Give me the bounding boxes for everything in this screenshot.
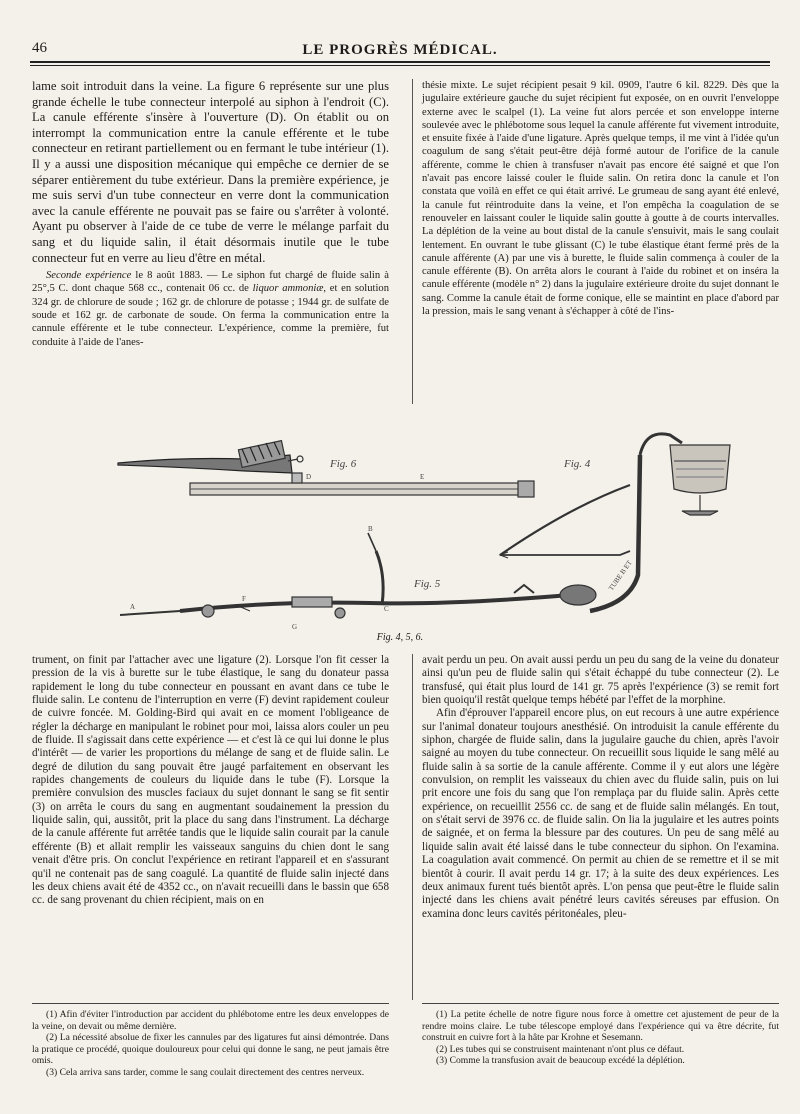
letter-a: A [130, 603, 136, 611]
header-rule-thin [30, 65, 770, 66]
page-number: 46 [32, 40, 47, 56]
apparatus-figure [30, 415, 770, 655]
top-right-paragraph: thésie mixte. Le sujet récipient pesait 9 kil. 0909, l'autre 6 kil. 8229. Dès que la jugulaire extérieure gauche du sujet récipient fut exposée, on en ouvrit l'enveloppe externe avec le scalpel (1). La veine fut alors percée et son enveloppe interne soulevée avec le phlébotome sous lequel la canule afférente fut vivement introduite, et ensuite fixée à l'aide d'une ligature. Après quelque temps, il me vint à l'idée qu'un coagulum de sang s'était peut-être déjà formé autour de l'orifice de la canule afférente, comme le chien à transfuser n'avait pas encore été saigné et que l'on n'avait pas encore laissé couler le fluide salin. On retira donc la canule et l'on constata que voilà en effet ce qui était arrivé. Le grumeau de sang ayant été enlevé, la canule fut réintroduite dans la veine, et l'on empêcha la coagulation de se renouveler en laissant couler le liquide salin goutte à goutte à de courts intervalles. La déplétion de la veine au bout distal de la canule s'ensuivit, mais le sang coulait lentement. En ouvrant le tube glissant (C) le tube élastique étant fermé près de la canule afférente (A) par une vis à burette, le fluide salin commença à couler de la canule efférente (B). On arrêta alors le courant à l'aide du robinet et on inséra la canule efférente (modèle n° 2) dans la jugulaire extérieure droite du sujet donnant le sang. Comme la canule était de forme conique, elle se maintint en place d'abord par la pression, mais le sang venant à s'échapper à côté de l'ins- [422, 80, 779, 318]
bottom-left-paragraph: trument, on finit par l'attacher avec une ligature (2). Lorsque l'on fit cesser la pression de la vis à burette sur le tube élastique, le sang du donateur passa rapidement le long du tube connecteur en poussant en avant dans ce tube le fluide salin. Le contenu de l'interruption en verre (F) devint rapidement couleur de cuivre foncée. M. Golding-Bird qui avait en ce moment l'obligeance de régler la décharge en manipulant le robinet pour moi, laissa alors couler un peu de fluide. Il s'agissait dans cette expérience — et c'est là ce qui lui donne le plus d'intérêt — de varier les proportions du mélange de sang et de fluide salin. Le degré de dilution du sang pouvait être jaugé parfaitement en observant les rapides changements de couleurs du liquide dans le tube (F). Lorsque la première convulsion des muscles faciaux du sujet donnant le sang se fit sentir (3) on arrêta le cours du sang en augmentant soudainement la pression du liquide salin, qui, aussitôt, prit la place du sang dans l'instrument. La décharge de la canule afférente fut arrêtée tandis que le liquide salin courait par la canule efférente (B) et allait remplir les vaisseaux sanguins du chien dont le sang venait d'être pris. On conclut l'expérience en retirant l'appareil et en s'assurant qu'il ne contenait pas de sang coagulé. La quantité de fluide salin injecté dans les deux chiens avait été de 4352 cc., on n'avait recueilli dans le bassin que 658 cc. de sang provenant du chien récipient, mais on en [32, 654, 389, 907]
journal-title: LE PROGRÈS MÉDICAL. [302, 42, 498, 58]
footnotes-left [32, 1009, 389, 1079]
letter-b: B [368, 525, 373, 533]
letter-f: F [242, 595, 246, 603]
footnote-rule-right [422, 1003, 779, 1004]
column-divider-bottom [412, 654, 413, 1000]
footnote-left-1: (1) Afin d'éviter l'introduction par accident du phlébotome entre les deux enveloppes de la veine, on devait ou même dernière. [32, 1009, 389, 1032]
footnote-rule-left [32, 1003, 389, 1004]
column-divider-top [412, 79, 413, 404]
second-experience-paragraph [32, 269, 389, 349]
fig6-label: Fig. 6 [330, 458, 357, 470]
footnote-left-2: (2) La nécessité absolue de fixer les cannules par des ligatures fut ainsi démontrée. Dans la pratique ce procédé, quoique douloureux pour celui qui donne le sang, ne peut jamais être omis. [32, 1032, 389, 1067]
bottom-right-paragraph-2: Afin d'éprouver l'appareil encore plus, on eut recours à une autre expérience sur l'animal donateur toujours anesthésié. On introduisit la canule efférente du siphon, chargée de fluide salin, dans la jugulaire gauche du chien, après l'avoir saigné au moyen du tube connecteur. On recueillit sous liquide le sang mêlé au fluide salin à sa sortie de la canule afférente. Comme il y eut alors une légère convulsion, on remplit les vaisseaux du chien avec du fluide salin, puis on lui prit encore une fois du sang que l'on remplaça par du fluide salin. Après cette expérience, on recueillit 2556 cc. de sang et de fluide salin mélangés. En tout, on s'était servi de 3976 cc. de fluide salin. On lia la jugulaire et les autres points de saignée, et on ferma la blessure par des coutures. Un peu de sang mêlé au liquide salin avait été laissé dans le tube connecteur du siphon. On l'examina. La coagulation avait commencé. On permit au chien de se remettre et il se mit bientôt à courir. Il avait perdu 14 gr. 17; à la suite des deux expériences. Les deux animaux furent tués bientôt après. L'on pensa que peut-être le fluide salin injecté dans les chiens avait pénétré leurs cavités séreuses par effusion. On examina donc leurs cavités péritonéales, pleu- [422, 707, 779, 920]
bottom-right-paragraph-1: avait perdu un peu. On avait aussi perdu un peu du sang de la veine du donateur ainsi qu'un peu de fluide salin qui s'était échappé du tube connecteur (2). Le transfusé, qui était plus lourd de 141 gr. 75 après l'expérience (3) se remit fort bien quoiqu'il restât quelque temps hébété par l'effet de la morphine. [422, 654, 779, 707]
letter-c: C [384, 605, 389, 613]
fig4-label: Fig. 4 [564, 458, 591, 470]
fig5-syphon-tube [120, 533, 596, 618]
bottom-right-column [422, 654, 779, 921]
header-rule [30, 61, 770, 63]
second-experience-lead: Seconde expérience [46, 270, 132, 282]
letter-d: D [306, 473, 312, 481]
tube-text: TUBE B ET [607, 558, 634, 593]
fig5-label: Fig. 5 [414, 578, 441, 590]
footnote-right-3: (3) Comme la transfusion avait de beaucoup excédé la déplétion. [436, 1055, 685, 1067]
letter-e: E [420, 473, 425, 481]
top-left-column [32, 79, 389, 349]
fig6-connector-tube [118, 441, 534, 497]
letter-g: G [292, 623, 298, 631]
footnote-right-1: (1) La petite échelle de notre figure nous force à omettre cet ajustement de peur de la rendre moins claire. Le tube télescope employé dans l'expérience qui va être décrite, fut construit en cuivre fort à la hâte par Krohne et Sesemann. [422, 1009, 779, 1044]
top-left-paragraph: lame soit introduit dans la veine. La figure 6 représente sur une plus grande échelle le tube connecteur interpolé au siphon à l'endroit (C). La canule efférente s'insère à l'ouverture (D). On établit ou on interrompt la communication entre la canule efférente et le tube connecteur en retirant partiellement ou en fermant le tube intérieur (1). Il y a aussi une disposition mécanique qui empêche ce dernier de se séparer entièrement du tube extérieur. Dans la première expérience, je me suis servi d'un tube connecteur en verre dont la communication avec la canule efférente ne pouvait pas se faire ou s'arrêter à volonté. Ayant pu observer à l'aide de ce tube de verre le mélange parfait du sang et du liquide salin, il était désormais inutile que le tube connecteur fut en verre au lieu d'être en métal. [32, 79, 389, 265]
second-experience-text-b: , et en solution 324 gr. de chlorure de soude ; 162 gr. de chlorure de potasse ; 1944 gr. de sulfate de soude et 162 gr. de carbonate de soude. On ferma la communication entre la cannule efférente et le tube connecteur. L'expérience, comme la première, fut conduite à l'aide de l'anes- [32, 283, 389, 348]
footnotes-right [422, 1009, 779, 1067]
figure-caption: Fig. 4, 5, 6. [376, 632, 424, 643]
footnote-right-2: (2) Les tubes qui se construisent maintenant n'ont plus ce défaut. [436, 1043, 685, 1055]
second-experience-text-a: le 8 août 1883. — Le siphon fut chargé de fluide salin à 25°,5 C. dont chaque 568 cc., contenait 06 cc. de [32, 270, 389, 295]
bottom-left-column [32, 654, 389, 908]
liquor-ammoniae: liquor ammoniæ [252, 283, 324, 295]
top-right-column [422, 79, 779, 318]
footnote-left-3: (3) Cela arriva sans tarder, comme le sang coulait directement des centres nerveux. [46, 1066, 365, 1078]
